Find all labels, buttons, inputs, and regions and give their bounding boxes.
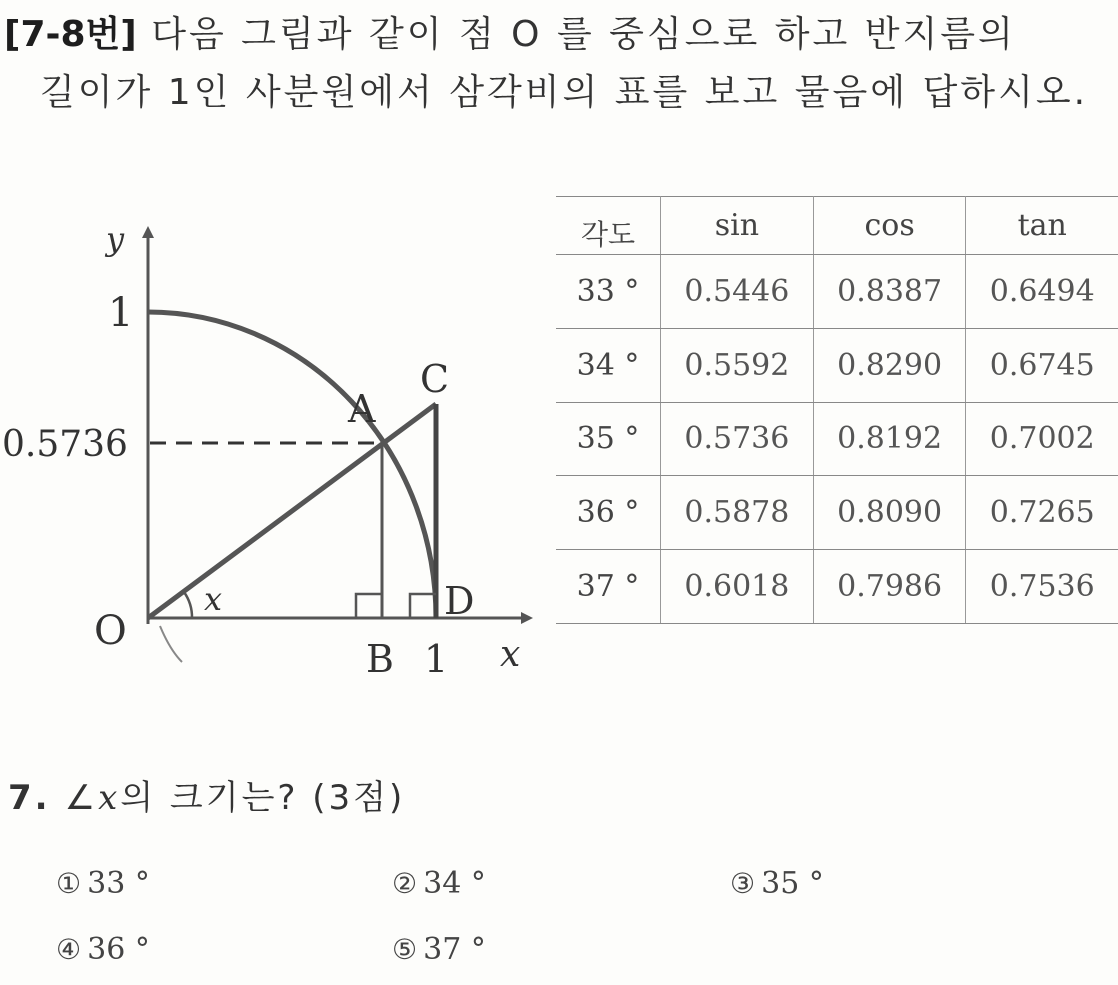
quarter-circle-figure — [0, 210, 560, 680]
question-variable: x — [98, 778, 121, 818]
tan-cell: 0.6494 — [966, 255, 1118, 329]
axis-y-label: y — [106, 220, 125, 258]
intro-line-2: 길이가 1인 사분원에서 삼각비의 표를 보고 물음에 답하시오. — [40, 72, 1089, 113]
problem-intro — [4, 6, 1112, 122]
table-row — [556, 255, 1118, 329]
x-tick-one: 1 — [424, 637, 449, 681]
y-tick-value: 0.5736 — [2, 424, 128, 465]
header-angle: 각도 — [556, 197, 661, 255]
point-a-label: A — [348, 387, 376, 431]
angle-cell: 33 ° — [556, 255, 661, 329]
tan-cell: 0.6745 — [966, 328, 1118, 402]
header-tan: tan — [966, 197, 1118, 255]
choice-1[interactable] — [56, 866, 150, 901]
angle-x-arc — [184, 592, 192, 618]
sin-cell: 0.5878 — [661, 476, 814, 550]
choice-marker: ④ — [56, 933, 82, 966]
cos-cell: 0.8290 — [813, 328, 966, 402]
origin-label: O — [94, 608, 127, 654]
sin-cell: 0.5736 — [661, 402, 814, 476]
table-row — [556, 550, 1118, 624]
right-angle-mark-d — [410, 594, 436, 618]
axis-x-label: x — [500, 634, 521, 675]
table-row — [556, 402, 1118, 476]
header-cos: cos — [813, 197, 966, 255]
question-number: 7. — [8, 778, 51, 818]
angle-cell: 34 ° — [556, 328, 661, 402]
arc-continuation — [160, 626, 182, 662]
sin-cell: 0.5592 — [661, 328, 814, 402]
choice-marker: ③ — [730, 867, 756, 900]
choice-value: 34 ° — [423, 866, 486, 901]
angle-symbol: ∠ — [64, 778, 99, 818]
choice-3[interactable] — [730, 866, 824, 901]
cos-cell: 0.8090 — [813, 476, 966, 550]
point-c-label: C — [420, 357, 450, 401]
choice-value: 37 ° — [423, 932, 486, 967]
cos-cell: 0.8192 — [813, 402, 966, 476]
question-7 — [8, 770, 405, 819]
choice-marker: ② — [392, 867, 418, 900]
question-text: 의 크기는? (3점) — [120, 778, 406, 818]
choice-value: 35 ° — [761, 866, 824, 901]
tan-cell: 0.7536 — [966, 550, 1118, 624]
tan-cell: 0.7002 — [966, 402, 1118, 476]
choice-value: 33 ° — [87, 866, 150, 901]
table-row — [556, 476, 1118, 550]
table-header-row — [556, 197, 1118, 255]
cos-cell: 0.7986 — [813, 550, 966, 624]
sin-cell: 0.6018 — [661, 550, 814, 624]
intro-line-1: 다음 그림과 같이 점 O 를 중심으로 하고 반지름의 — [151, 14, 1016, 55]
cos-cell: 0.8387 — [813, 255, 966, 329]
quarter-circle-arc — [148, 312, 436, 618]
choice-marker: ⑤ — [392, 933, 418, 966]
point-b-label: B — [366, 637, 394, 681]
tan-cell: 0.7265 — [966, 476, 1118, 550]
angle-cell: 36 ° — [556, 476, 661, 550]
trig-table — [556, 196, 1118, 624]
choice-marker: ① — [56, 867, 82, 900]
choice-2[interactable] — [392, 866, 486, 901]
problem-tag: [7-8번] — [4, 14, 137, 55]
y-tick-one: 1 — [108, 290, 134, 336]
header-sin: sin — [661, 197, 814, 255]
angle-x-label: x — [204, 580, 223, 618]
choice-4[interactable] — [56, 932, 150, 967]
choice-value: 36 ° — [87, 932, 150, 967]
choice-5[interactable] — [392, 932, 486, 967]
sin-cell: 0.5446 — [661, 255, 814, 329]
right-angle-mark-b — [356, 594, 382, 618]
point-d-label: D — [444, 579, 475, 623]
angle-cell: 37 ° — [556, 550, 661, 624]
segment-oc — [148, 404, 436, 618]
table-row — [556, 328, 1118, 402]
angle-cell: 35 ° — [556, 402, 661, 476]
